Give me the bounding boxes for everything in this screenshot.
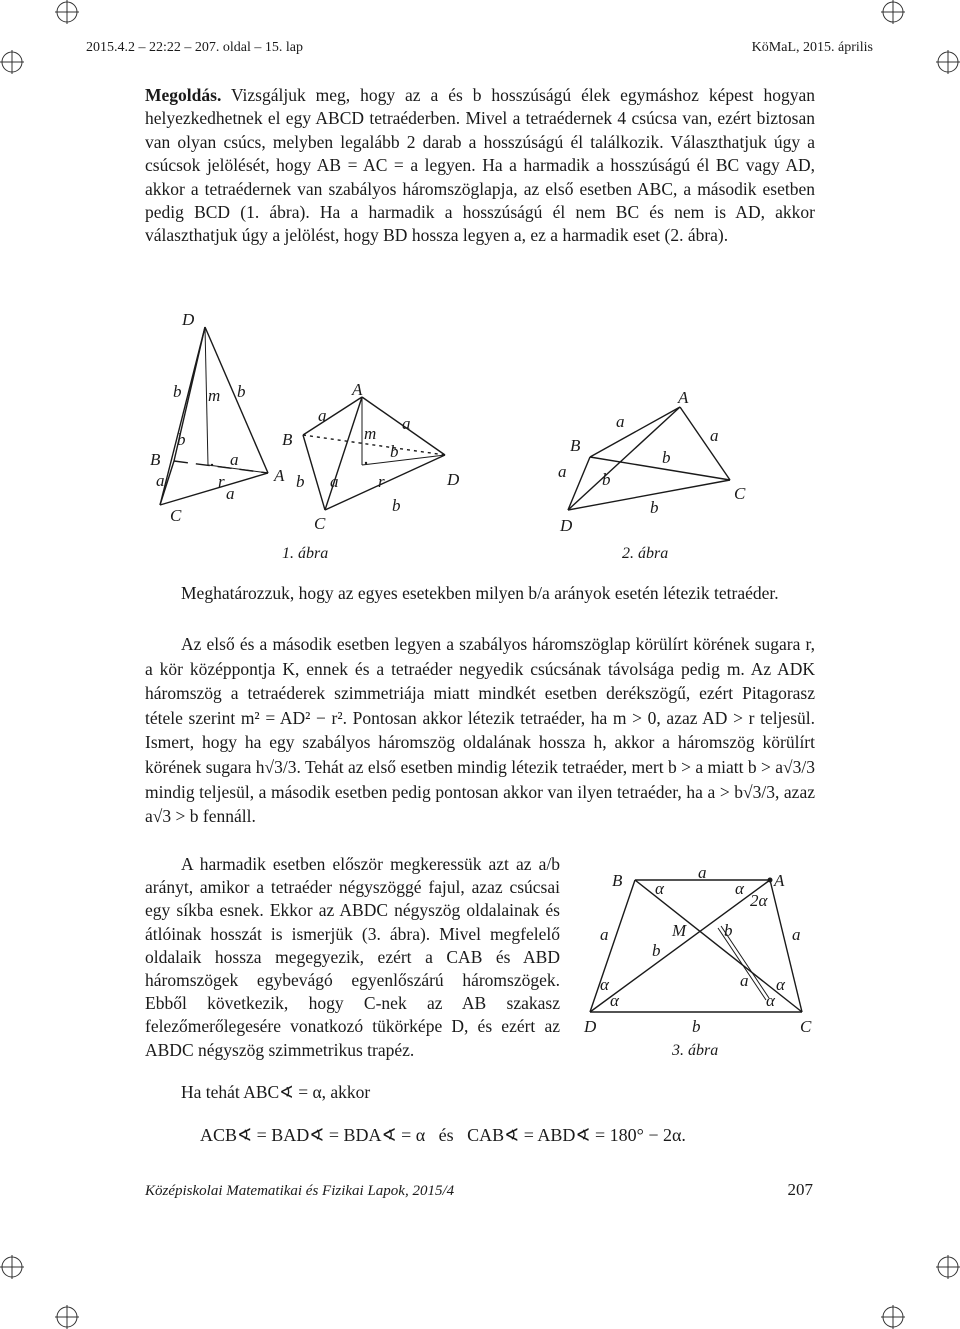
fig1-label: b (237, 382, 246, 401)
crop-mark-icon (876, 1295, 910, 1329)
fig1-label: b (296, 472, 305, 491)
fig3-label: C (800, 1017, 812, 1036)
fig3-label: α (655, 879, 664, 898)
fig3-label: A (774, 871, 785, 890)
crop-mark-icon (0, 45, 34, 79)
angle-assumption: Ha tehát ABC∢ = α, akkor (181, 1082, 371, 1102)
fig2-label: A (678, 388, 689, 407)
fig1-label: a (330, 472, 339, 491)
figure-2-caption: 2. ábra (622, 545, 669, 562)
figure-1-caption: 1. ábra (282, 545, 329, 562)
solution-text: Vizsgáljuk meg, hogy az a és b hosszúságú élek egymáshoz képest hogyan helyezkedhetnek el egy ABCD tetraéderben. Mivel a tetraédernek 4 csúcsa van, ezért biztosan van olyan csúcs, melyben legalább 2 darab a hosszúságú él találkozik. Választhatjuk úgy a csúcsok jelölését, hogy AB = AC = a legyen. Ha a harmadik a hosszúságú él BC vagy AD, akkor a tetraédernek van szabályos háromszöglapja, az első esetben ABC, a második esetben pedig BCD (1. ábra). Ha a harmadik a hosszúságú él nem BC és nem is AD, akkor választhatjuk úgy a jelölést, hogy BD hossza legyen a, ez a harmadik eset (2. ábra). (145, 85, 815, 246)
fig2-label: a (710, 426, 719, 445)
fig1-label: a (318, 406, 327, 425)
fig3-label: D (584, 1017, 597, 1036)
crop-mark-icon (876, 0, 910, 34)
fig1-label: D (447, 470, 460, 489)
fig3-label: a (792, 925, 801, 944)
fig3-label: a (698, 863, 707, 882)
fig2-label: b (602, 470, 611, 489)
fig1-label: C (170, 506, 182, 525)
fig1-label: a (230, 450, 239, 469)
crop-mark-icon (926, 1250, 960, 1284)
crop-mark-icon (926, 45, 960, 79)
fig3-label: a (740, 971, 749, 990)
fig3-label: b (692, 1017, 701, 1036)
fig1-label: B (150, 450, 161, 469)
fig1-label: a (156, 471, 165, 490)
figure-1-tetrahedra (140, 305, 480, 535)
page-number: 207 (787, 1180, 813, 1199)
figure-3-trapezoid (580, 860, 820, 1060)
fig3-label: b (652, 941, 661, 960)
fig3-label: B (612, 871, 623, 890)
fig2-label: b (662, 448, 671, 467)
fig2-label: C (734, 484, 746, 503)
ratio-paragraph: Meghatározzuk, hogy az egyes esetekben milyen b/a arányok esetén létezik tetraéder. (181, 583, 779, 603)
fig1-label: a (226, 484, 235, 503)
fig1-label: m (364, 424, 377, 443)
crop-mark-icon (0, 1250, 34, 1284)
journal-footer: Középiskolai Matematikai és Fizikai Lapok, 2015/4 (145, 1183, 455, 1199)
fig3-label: α (610, 991, 619, 1010)
third-case-paragraph: A harmadik esetben először megkeressük azt az a/b arányt, amikor a tetraéder négyszöggé fajul, azaz csúcsai egy síkba esnek. Ekkor az ABDC négyszög oldalainak és átlóinak hosszát is ismerjük (3. ábra). Mivel megfelelő oldalaik hossza megegyezik, ezért a CAB és ABD háromszögek egybevágó egyenlőszárú háromszögek. Ebből következik, hogy C-nek az AB szakasz felezőmerőlegesére vonatkozó tükörképe D, és ezért az ABDC négyszög szimmetrikus trapéz. (145, 854, 560, 1060)
fig3-label: α (735, 879, 744, 898)
fig1-label: A (274, 466, 285, 485)
crop-mark-icon (50, 0, 84, 34)
fig1-label: b (390, 442, 399, 461)
fig1-label: m (208, 386, 221, 405)
fig1-label: B (282, 430, 293, 449)
fig2-label: B (570, 436, 581, 455)
fig3-label: α (600, 975, 609, 994)
figure-3-caption: 3. ábra (672, 1042, 719, 1059)
fig3-label: α (776, 975, 785, 994)
fig3-label: α (766, 991, 775, 1010)
figure-2-planar-sketch (550, 385, 770, 535)
fig3-label: b (724, 921, 733, 940)
fig3-label: 2α (750, 891, 768, 910)
crop-mark-icon (50, 1295, 84, 1329)
fig2-label: a (616, 412, 625, 431)
fig1-label: b (177, 430, 186, 449)
fig1-label: C (314, 514, 326, 533)
running-header-right: KöMaL, 2015. április (751, 40, 873, 55)
fig2-label: a (558, 462, 567, 481)
fig1-label: b (173, 382, 182, 401)
cases-paragraph: Az első és a második esetben legyen a szabályos háromszöglap körülírt körének sugara r, a kör középpontja K, ennek és a tetraéder negyedik csúcsának távolsága pedig m. Az ADK háromszög a tetraéderek szimmetriája miatt mindkét esetben derékszögű, ezért Pitagorasz tétele szerint m² = AD² − r². Pontosan akkor létezik tetraéder, ha m > 0, azaz AD > r teljesül. Ismert, hogy ha egy szabályos háromszög oldalának hossza h, akkor a háromszög körülírt körének sugara h√3/3. Tehát az első esetben mindig létezik tetraéder, mert b > a miatt b > a√3/3 mindig teljesül, a második esetben pedig pontosan akkor van ilyen tetraéder, ha a > b√3/3, azaz a√3 > b fennáll. (145, 634, 815, 827)
angle-formula: ACB∢ = BAD∢ = BDA∢ = α és CAB∢ = ABD∢ = 180° − 2α. (200, 1125, 686, 1145)
fig1-label: r (218, 472, 225, 491)
fig3-label: M (672, 921, 687, 940)
fig1-label: a (402, 414, 411, 433)
fig2-label: D (560, 516, 573, 535)
fig1-label: A (352, 380, 363, 399)
fig2-label: b (650, 498, 659, 517)
solution-heading: Megoldás. (145, 85, 222, 105)
running-header-left: 2015.4.2 – 22:22 – 207. oldal – 15. lap (86, 40, 303, 55)
fig3-label: a (600, 925, 609, 944)
fig1-label: D (182, 310, 195, 329)
fig1-label: b (392, 496, 401, 515)
fig1-label: r (378, 472, 385, 491)
solution-paragraph (145, 84, 815, 248)
